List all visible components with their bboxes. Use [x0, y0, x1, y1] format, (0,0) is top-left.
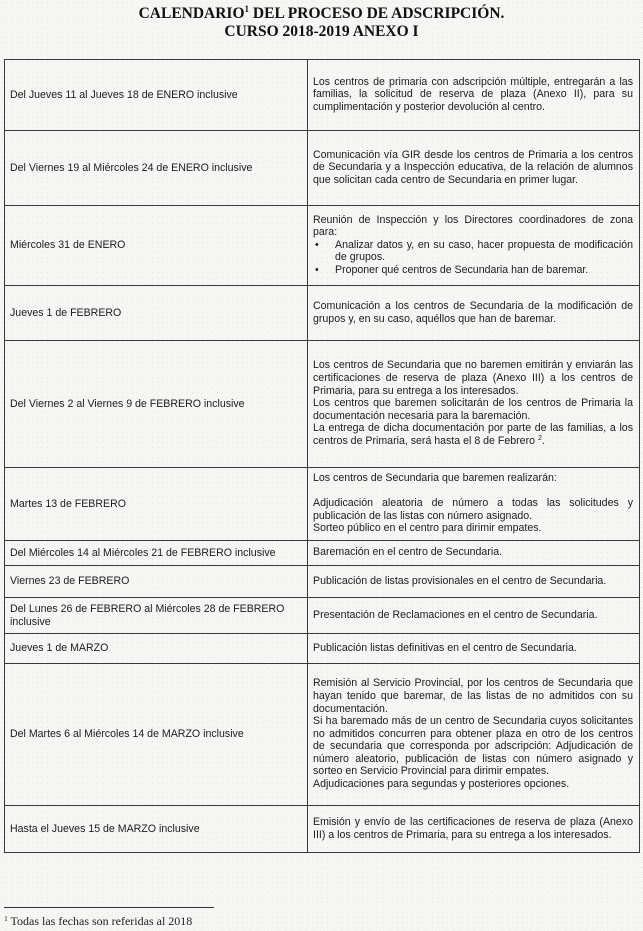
bullet-list — [313, 239, 633, 277]
footnote — [4, 914, 192, 929]
date-cell: Miércoles 31 de ENERO — [5, 206, 308, 286]
description-cell — [308, 468, 640, 541]
description-cell — [308, 131, 640, 206]
table-row — [5, 468, 640, 541]
table-row — [5, 131, 640, 206]
description-cell — [308, 598, 640, 634]
description-text: Comunicación vía GIR desde los centros de Primaria a los centros de Secundaria y a Inspección educativa, de la relación de alumnos que solicitan cada centro de Secundaria en primer lugar. — [313, 148, 633, 186]
date-cell: Del Martes 6 al Miércoles 14 de MARZO inclusive — [5, 664, 308, 806]
date-cell: Del Jueves 11 al Jueves 18 de ENERO inclusive — [5, 60, 308, 131]
spacer — [313, 485, 633, 497]
calendar-table — [4, 59, 640, 853]
description-text: Publicación listas definitivas en el centro de Secundaria. — [313, 641, 577, 654]
description-cell — [308, 566, 640, 598]
table-row — [5, 341, 640, 468]
description-text: Comunicación a los centros de Secundaria de la modificación de grupos y, en su caso, aquéllos que han de baremar. — [313, 299, 633, 325]
description-cell — [308, 206, 640, 286]
table-row — [5, 806, 640, 853]
date-cell: Del Viernes 2 al Viernes 9 de FEBRERO inclusive — [5, 341, 308, 468]
title-line-1 — [0, 5, 643, 23]
table-row — [5, 566, 640, 598]
table-row — [5, 541, 640, 566]
bullet-item: • Analizar datos y, en su caso, hacer propuesta de modificación de grupos. — [335, 239, 633, 264]
title-line-2: CURSO 2018-2019 ANEXO I — [224, 23, 419, 40]
footnote-marker: 1 — [4, 914, 8, 923]
footnote-ref-2: 2 — [537, 434, 542, 442]
description-cell — [308, 664, 640, 806]
description-text: Si ha baremado más de un centro de Secundaria cuyos solicitantes no admitidos concurren para obtener plaza en otro de los centros de secundaria que corresponda por adscripción: Adjudicación de número aleatorio, publicación de listas con número asignado y sorteo en Servicio Provincial para dirimir empates. — [313, 715, 633, 778]
table-row — [5, 60, 640, 131]
footnote-ref-1: 1 — [244, 4, 250, 14]
table-row — [5, 286, 640, 341]
date-cell: Jueves 1 de MARZO — [5, 634, 308, 664]
description-text: Adjudicaciones para segundas y posteriores opciones. — [313, 778, 570, 791]
title-text: CALENDARIO — [138, 5, 245, 22]
description-cell — [308, 60, 640, 131]
description-cell — [308, 806, 640, 853]
table-row — [5, 664, 640, 806]
bullet-item: • Proponer qué centros de Secundaria han de baremar. — [335, 264, 633, 277]
description-cell — [308, 634, 640, 664]
description-text: Los centros de Secundaria que baremen realizarán: — [313, 472, 557, 485]
date-cell: Jueves 1 de FEBRERO — [5, 286, 308, 341]
description-text-end: . — [541, 434, 545, 447]
description-text: Sorteo público en el centro para dirimir empates. — [313, 522, 542, 535]
page-title — [0, 5, 643, 41]
description-text: Baremación en el centro de Secundaria. — [313, 546, 503, 559]
date-cell: Del Viernes 19 al Miércoles 24 de ENERO inclusive — [5, 131, 308, 206]
description-text — [313, 422, 633, 447]
date-cell: Del Miércoles 14 al Miércoles 21 de FEBRERO inclusive — [5, 541, 308, 566]
title-text-suffix: DEL PROCESO DE ADSCRIPCIÓN. — [249, 5, 505, 22]
description-text: Presentación de Reclamaciones en el centro de Secundaria. — [313, 608, 598, 621]
description-cell — [308, 286, 640, 341]
footnote-text: Todas las fechas son referidas al 2018 — [7, 914, 193, 928]
description-text: Reunión de Inspección y los Directores coordinadores de zona para: — [313, 213, 633, 239]
description-text: Adjudicación aleatoria de número a todas las solicitudes y publicación de las listas con número asignado. — [313, 496, 633, 522]
description-text: Los centros de Secundaria que no baremen emitirán y enviarán las certificaciones de reserva de plaza (Anexo III) a los centros de Primaria, para su entrega a los interesados. — [313, 359, 633, 397]
date-cell: Viernes 23 de FEBRERO — [5, 566, 308, 598]
description-text: Remisión al Servicio Provincial, por los centros de Secundaria que hayan tenido que baremar, de las listas de no admitidos con su documentación. — [313, 677, 633, 715]
table-row — [5, 206, 640, 286]
description-text: Los centros que baremen solicitarán de los centros de Primaria la documentación necesaria para la baremación. — [313, 397, 633, 422]
description-cell — [308, 541, 640, 566]
description-text-part: La entrega de dicha documentación por parte de las familias, a los centros de Primaria, será hasta el 8 de Febrero — [313, 422, 633, 447]
description-text: Publicación de listas provisionales en el centro de Secundaria. — [313, 574, 607, 587]
description-text: Los centros de primaria con adscripción múltiple, entregarán a las familias, la solicitud de reserva de plaza (Anexo II), para su cumplimentación y posterior devolución al centro. — [313, 75, 633, 113]
footnote-divider — [4, 907, 214, 908]
table-row — [5, 634, 640, 664]
description-text: Emisión y envío de las certificaciones de reserva de plaza (Anexo III) a los centros de Primaria, para su entrega a los interesados. — [313, 815, 633, 841]
date-cell: Hasta el Jueves 15 de MARZO inclusive — [5, 806, 308, 853]
description-cell — [308, 341, 640, 468]
table-row — [5, 598, 640, 634]
date-cell: Del Lunes 26 de FEBRERO al Miércoles 28 de FEBRERO inclusive — [5, 598, 308, 634]
date-cell: Martes 13 de FEBRERO — [5, 468, 308, 541]
